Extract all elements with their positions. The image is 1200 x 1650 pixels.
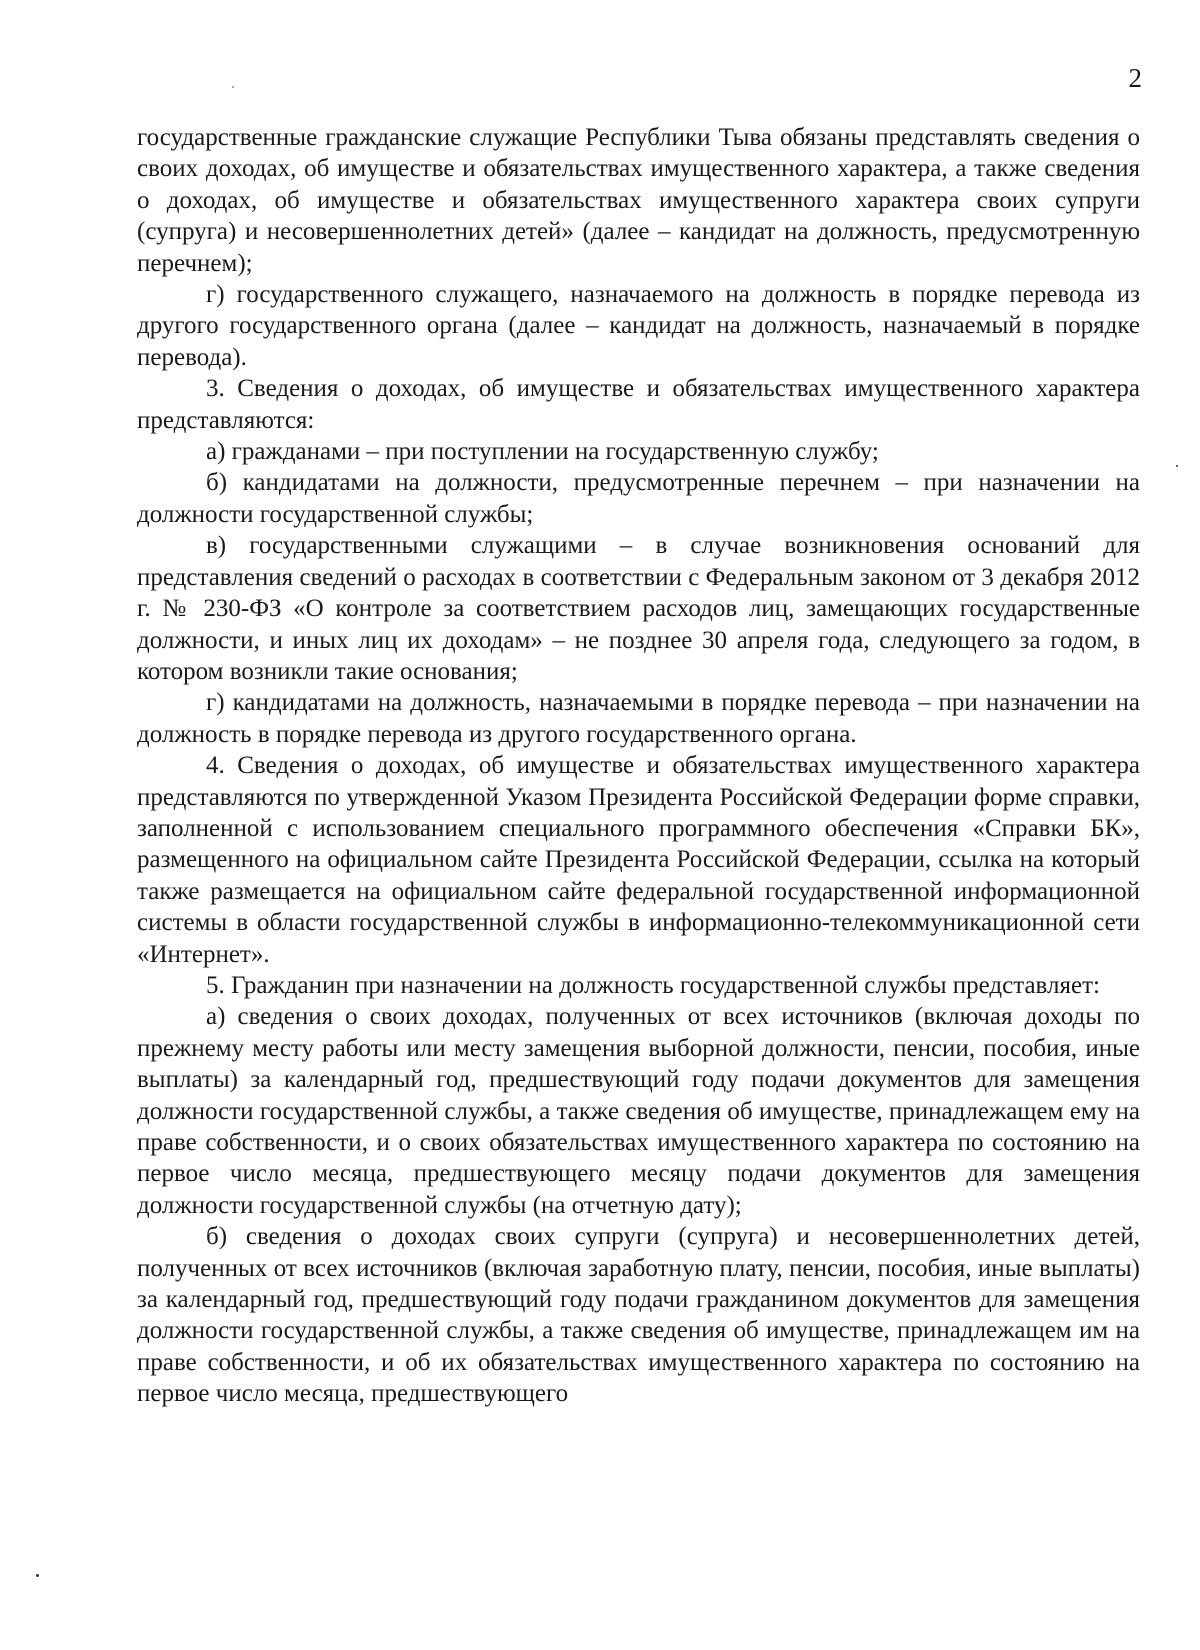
paragraph-5b: б) сведения о доходах своих супруги (супруга) и несовершеннолетних детей, полученных от всех источников (включая заработную плату, пенсии, пособия, иные выплаты) за календарный год, предшествующий году подачи гражданином документов для замещения должности государственной службы, а также сведения об имуществе, принадлежащем им на праве собственности, и об их обязательствах имущественного характера по состоянию на первое число месяца, предшествующего (137, 1223, 1140, 1408)
paragraph-2g: г) государственного служащего, назначаемого на должность в порядке перевода из другого государственного органа (далее – кандидат на должность, назначаемый в порядке перевода). (137, 281, 1140, 371)
document-body (137, 122, 1140, 1410)
paragraph-3g: г) кандидатами на должность, назначаемыми в порядке перевода – при назначении на должность в порядке перевода из другого государственного органа. (137, 689, 1140, 748)
paragraph-3v: в) государственными служащими – в случае возникновения оснований для представления сведений о расходах в соответствии с Федеральным законом от 3 декабря 2012 г. № 230-ФЗ «О контроле за соответствием расходов лиц, замещающих государственные должности, и иных лиц их доходам» – не позднее 30 апреля года, следующего за годом, в котором возникли такие основания; (137, 532, 1140, 685)
paragraph-5: 5. Гражданин при назначении на должность государственной службы представляет: (206, 971, 1100, 999)
page-number: 2 (1128, 63, 1142, 93)
paragraph-continuation: государственные гражданские служащие Республики Тыва обязаны представлять сведения о своих доходах, об имуществе и обязательствах имущественного характера, а также сведения о доходах, об имуществе и обязательствах имущественного характера своих супруги (супруга) и несовершеннолетних детей» (далее – кандидат на должность, предусмотренную перечнем); (137, 124, 1140, 277)
scan-speck (36, 1574, 39, 1577)
paragraph-5a: а) сведения о своих доходах, полученных от всех источников (включая доходы по прежнему месту работы или месту замещения выборной должности, пенсии, пособия, иные выплаты) за календарный год, предшествующий году подачи документов для замещения должности государственной службы, а также сведения об имуществе, принадлежащем ему на праве собственности, и о своих обязательствах имущественного характера по состоянию на первое число месяца, предшествующего месяцу подачи документов для замещения должности государственной службы (на отчетную дату); (137, 1003, 1140, 1219)
scan-speck (232, 86, 234, 88)
paragraph-3b: б) кандидатами на должности, предусмотренные перечнем – при назначении на должности государственной службы; (137, 469, 1140, 528)
paragraph-4: 4. Сведения о доходах, об имуществе и обязательствах имущественного характера представляются по утвержденной Указом Президента Российской Федерации форме справки, заполненной с использованием специального программного обеспечения «Справки БК», размещенного на официальном сайте Президента Российской Федерации, ссылка на который также размещается на официальном сайте федеральной государственной информационной системы в области государственной службы в информационно-телекоммуникационной сети «Интернет». (137, 752, 1140, 968)
scan-speck (1176, 465, 1178, 467)
paragraph-3a: а) гражданами – при поступлении на государственную службу; (206, 438, 879, 466)
paragraph-3: 3. Сведения о доходах, об имуществе и обязательствах имущественного характера представляются: (137, 375, 1140, 434)
